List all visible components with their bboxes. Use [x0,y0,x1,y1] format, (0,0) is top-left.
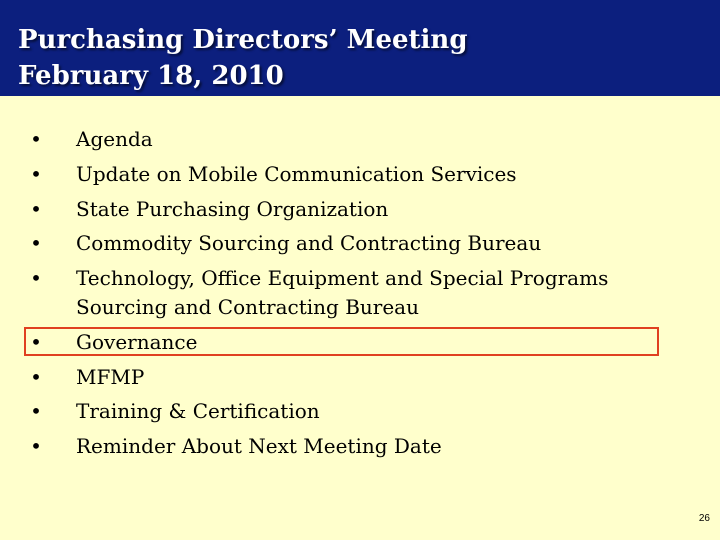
slide-title-line-1: Purchasing Directors’ Meeting [18,25,468,55]
agenda-item-next-meeting: Reminder About Next Meeting Date [76,434,442,458]
bullet-marker: • [30,197,42,221]
bullet-marker: • [30,231,42,255]
bullet-marker: • [30,330,42,354]
agenda-item-mobile-communication: Update on Mobile Communication Services [76,162,517,186]
bullet-marker: • [30,434,42,458]
agenda-item-agenda: Agenda [76,127,153,151]
bullet-marker: • [30,127,42,151]
bullet-marker: • [30,399,42,423]
agenda-item-commodity-sourcing: Commodity Sourcing and Contracting Bureau [76,231,542,255]
agenda-item-mfmp: MFMP [76,365,145,389]
agenda-item-governance: Governance [76,330,198,354]
agenda-item-technology-line-2: Sourcing and Contracting Bureau [76,295,419,319]
agenda-item-technology-line-1: Technology, Office Equipment and Special Programs [76,266,609,290]
page-number: 26 [698,513,710,524]
slide-title-line-2: February 18, 2010 [18,61,284,91]
bullet-marker: • [30,266,42,290]
bullet-marker: • [30,365,42,389]
agenda-item-state-purchasing: State Purchasing Organization [76,197,389,221]
bullet-marker: • [30,162,42,186]
agenda-item-training: Training & Certification [76,399,320,423]
